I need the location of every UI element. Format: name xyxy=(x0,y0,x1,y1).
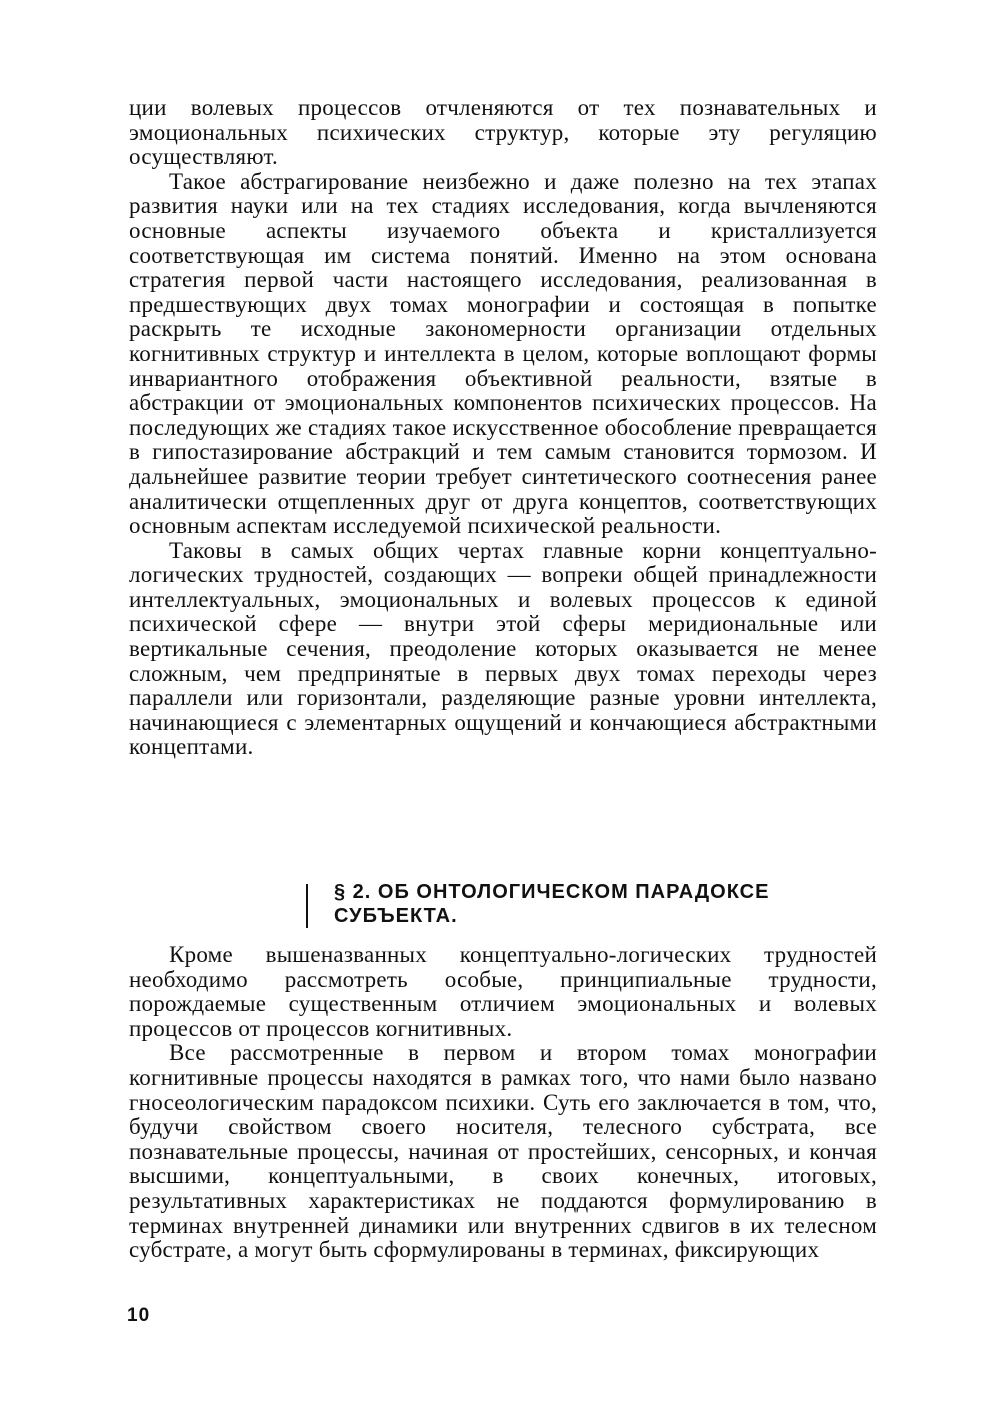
section-title-line-1: § 2. ОБ ОНТОЛОГИЧЕСКОМ ПАРАДОКСЕ xyxy=(334,881,770,903)
heading-rule xyxy=(306,884,308,928)
paragraph-continuation: ции волевых процессов отчленяются от тех познавательных и эмоциональных психических структур, которые эту регуляцию осуществляют. xyxy=(129,95,877,170)
top-text-block xyxy=(129,96,877,760)
paragraph-intro: Кроме вышеназванных концептуально-логических трудностей необходимо рассмотреть особые, принципиальные трудности, порождаемые существенным отличием эмоциональных и волевых процессов от процессов когнитивных. xyxy=(129,942,877,1041)
bottom-text-block xyxy=(129,943,877,1263)
paragraph-paradox: Все рассмотренные в первом и втором томах монографии когнитивные процессы находятся в рамках того, что нами было названо гносеологическим парадоксом психики. Суть его заключается в том, что, будучи свойством своего носителя, телесного субстрата, все познавательные процессы, начиная от простейших, сенсорных, и кончая высшими, концептуальными, в своих конечных, итоговых, результативных характеристиках не поддаются формулированию в терминах внутренней динамики или внутренних сдвигов в их телесном субстрате, а могут быть сформулированы в терминах, фиксирующих xyxy=(129,1040,877,1263)
page-number: 10 xyxy=(127,1305,151,1326)
paragraph-abstraction: Такое абстрагирование неизбежно и даже полезно на тех этапах развития науки или на тех стадиях исследования, когда вычленяются основные аспекты изучаемого объекта и кристаллизуется соответствующая им система понятий. Именно на этом основана стратегия первой части настоящего исследования, реализованная в предшествующих двух томах монографии и состоящая в попытке раскрыть те исходные закономерности организации отдельных когнитивных структур и интеллекта в целом, которые воплощают формы инвариантного отображения объективной реальности, взятые в абстракции от эмоциональных компонентов психических процессов. На последующих же стадиях такое искусственное обособление превращается в гипостазирование абстракций и тем самым становится тормозом. И дальнейшее развитие теории требует синтетического соотнесения ранее аналитически отщепленных друг от друга концептов, соответствующих основным аспектам исследуемой психической реальности. xyxy=(129,168,877,539)
section-title-line-2: СУБЪЕКТА. xyxy=(334,905,458,927)
section-title xyxy=(334,880,769,928)
section-heading xyxy=(306,880,826,928)
paragraph-difficulties: Таковы в самых общих чертах главные корни концептуально-логических трудностей, создающих — вопреки общей принадлежности интеллектуальных, эмоциональных и волевых процессов к единой психической сфере — внутри этой сферы меридиональные или вертикальные сечения, преодоление которых оказывается не менее сложным, чем предпринятые в первых двух томах переходы через параллели или горизонтали, разделяющие разные уровни интеллекта, начинающиеся с элементарных ощущений и кончающиеся абстрактными концептами. xyxy=(129,537,877,760)
